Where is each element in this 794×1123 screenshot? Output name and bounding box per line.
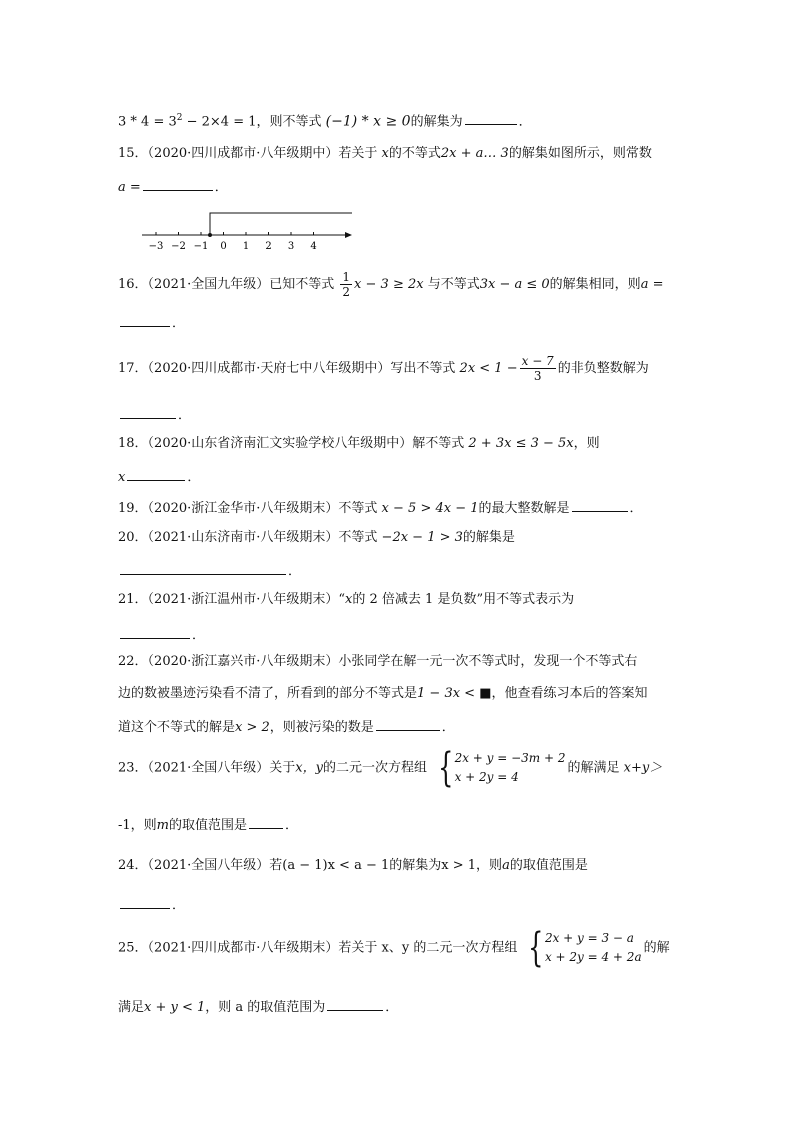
- q14-pre: 3 * 4 = 3: [118, 114, 177, 130]
- q23-mid: 的二元一次方程组: [322, 760, 427, 776]
- q23-label: 23．（2021·全国八年级）关于: [118, 760, 296, 776]
- tick-label: −1: [193, 241, 209, 252]
- tick-label: 4: [310, 241, 317, 252]
- q25-line2-pre: 满足: [118, 1000, 145, 1015]
- q17-post: 的非负整数解为: [557, 361, 649, 376]
- answer-blank[interactable]: [120, 312, 170, 327]
- left-brace-icon: {: [528, 925, 544, 971]
- question-22: [118, 652, 637, 672]
- q24-mid: 的解集为: [389, 858, 442, 873]
- q19-ineq: x − 5 > 4x − 1: [381, 501, 479, 516]
- question-24-line2: [118, 894, 185, 916]
- answer-blank[interactable]: [120, 404, 176, 419]
- question-25: [118, 925, 670, 971]
- left-brace-icon: {: [438, 745, 454, 791]
- q25-label: 25．（2021·四川成都市·八年级期末）若关于 x、y 的二元一次方程组: [118, 940, 518, 956]
- q25-eq2: x + 2y = 4 + 2a: [544, 950, 642, 964]
- question-21: [118, 590, 574, 610]
- q16-ineq1: x − 3 ≥ 2x: [354, 277, 424, 292]
- q15-post: 的解集如图所示，则常数: [508, 146, 652, 161]
- q25-post: 的解: [643, 940, 670, 956]
- question-20: [118, 528, 515, 548]
- q22-line2-post: ，他查看练习本后的答案知: [491, 686, 648, 701]
- fraction-denominator: 3: [533, 369, 542, 383]
- q18-ineq: 2 + 3x ≤ 3 − 5x: [468, 436, 574, 451]
- question-23: [118, 745, 663, 791]
- tick-label: 2: [265, 241, 272, 252]
- answer-blank[interactable]: [127, 466, 185, 481]
- q16-var: a =: [640, 277, 664, 292]
- q17-label: 17．（2020·四川成都市·天府七中八年级期中）写出不等式: [118, 361, 456, 376]
- q25-line2-ineq: x + y < 1: [144, 1000, 206, 1015]
- q19-label: 19．（2020·浙江金华市·八年级期末）不等式: [118, 501, 378, 516]
- fraction-numerator: x − 7: [521, 354, 554, 368]
- answer-blank[interactable]: [120, 624, 190, 639]
- q14-post: 的解集为: [410, 114, 463, 130]
- period: ．: [285, 818, 299, 833]
- q17-fraction: [520, 354, 556, 383]
- answer-blank[interactable]: [120, 894, 170, 909]
- q21-var: x: [345, 592, 353, 607]
- q15-line2: a =: [118, 180, 141, 195]
- q15-mid: 的不等式: [388, 146, 441, 161]
- question-22-line2: [118, 684, 648, 704]
- period: ．: [629, 501, 643, 516]
- q19-post: 的最大整数解是: [478, 501, 570, 516]
- q23-cond: x+y＞: [623, 760, 663, 776]
- q16-label: 16．（2021·全国九年级）已知不等式: [118, 277, 335, 292]
- answer-blank[interactable]: [327, 996, 383, 1011]
- period: ．: [187, 470, 201, 485]
- q14-sup: 2: [176, 113, 183, 123]
- question-18: [118, 434, 600, 454]
- q23-equation-system: [433, 745, 566, 791]
- q20-label: 20．（2021·山东济南市·八年级期末）不等式: [118, 530, 378, 545]
- tick-label: 0: [220, 241, 227, 252]
- question-16: [118, 270, 663, 299]
- q15-label: 15．（2020·四川成都市·八年级期中）若关于: [118, 146, 378, 161]
- q21-post: 的 2 倍减去 1 是负数”用不等式表示为: [352, 592, 575, 607]
- answer-blank[interactable]: [572, 497, 628, 512]
- q20-ineq: −2x − 1 > 3: [381, 530, 463, 545]
- q16-ineq2: 3x − a ≤ 0: [479, 277, 550, 292]
- q24-sol: x > 1: [441, 858, 477, 873]
- q14-mid: − 2×4 = 1，则不等式: [182, 114, 322, 130]
- period: ．: [172, 898, 186, 913]
- q16-mid: 与不等式: [423, 277, 480, 292]
- period: ．: [192, 628, 206, 643]
- period: ．: [214, 180, 228, 195]
- q23-line2-var: m: [156, 818, 169, 833]
- question-17-line2: [118, 404, 191, 426]
- q23-line2-post: 的取值范围是: [169, 818, 248, 833]
- q15-ineq: 2x + a… 3: [440, 146, 509, 161]
- q22-line2-ineq: 1 − 3x < ■: [417, 686, 492, 701]
- period: ．: [385, 1000, 399, 1015]
- q24-post: ，则: [476, 858, 503, 873]
- tick-label: −2: [171, 241, 186, 252]
- q25-eq1: 2x + y = 3 − a: [544, 931, 634, 945]
- q25-line2-post: ，则 a 的取值范围为: [205, 1000, 326, 1015]
- number-line-figure: [140, 205, 360, 255]
- q18-label: 18．（2020·山东省济南汇文实验学校八年级期中）解不等式: [118, 436, 465, 451]
- q14-tail: [118, 108, 532, 132]
- period: ．: [288, 564, 302, 579]
- q18-post: ，则: [573, 436, 600, 451]
- q14-expr: (−1) * x ≥ 0: [325, 113, 411, 130]
- period: ．: [518, 114, 532, 130]
- tick-label: −3: [148, 241, 164, 252]
- question-18-line2: [118, 466, 200, 488]
- q21-label: 21．（2021·浙江温州市·八年级期末）“: [118, 592, 346, 607]
- question-16-line2: [118, 312, 185, 334]
- q24-var: a: [502, 858, 510, 873]
- q22-line3-post: ，则被污染的数是: [269, 720, 374, 735]
- question-20-line2: [118, 560, 301, 582]
- q23-eq2: x + 2y = 4: [454, 770, 519, 784]
- q16-fraction: [340, 270, 352, 299]
- q22-line3-ineq: x > 2: [235, 720, 270, 735]
- tick-label: 1: [242, 241, 250, 252]
- period: ．: [178, 408, 192, 423]
- question-21-line2: [118, 624, 205, 646]
- question-19: [118, 497, 643, 519]
- answer-blank[interactable]: [249, 814, 283, 829]
- q15-var: x: [381, 146, 389, 161]
- q22-line2-pre: 边的数被墨迹污染看不清了，所看到的部分不等式是: [118, 686, 418, 701]
- q20-post: 的解集是: [462, 530, 515, 545]
- solution-endpoint-dot: [208, 233, 212, 237]
- q23-line2-pre: -1，则: [118, 818, 157, 833]
- question-24: [118, 856, 588, 876]
- q22-line1: 22．（2020·浙江嘉兴市·八年级期末）小张同学在解一元一次不等式时，发现一个不等式右: [118, 654, 638, 669]
- q17-ineq-pre: 2x < 1 −: [459, 361, 518, 376]
- q23-vars: x，y: [295, 760, 323, 776]
- question-15: [118, 144, 652, 164]
- answer-blank[interactable]: [120, 560, 286, 575]
- q24-ineq: (a − 1)x < a − 1: [282, 858, 390, 873]
- fraction-numerator: 1: [342, 270, 351, 284]
- q23-eq1: 2x + y = −3m + 2: [454, 751, 566, 765]
- tick-label: 3: [287, 241, 295, 252]
- q16-post: 的解集相同，则: [549, 277, 641, 292]
- question-22-line3: [118, 716, 455, 738]
- answer-blank[interactable]: [376, 716, 440, 731]
- question-23-line2: [118, 814, 298, 836]
- period: ．: [441, 720, 455, 735]
- answer-blank[interactable]: [465, 110, 517, 125]
- q23-post: 的解满足: [567, 760, 620, 776]
- q22-line3-pre: 道这个不等式的解是: [118, 720, 236, 735]
- fraction-denominator: 2: [342, 285, 351, 299]
- solution-ray: [210, 213, 352, 235]
- period: ．: [172, 316, 186, 331]
- q25-equation-system: [523, 925, 642, 971]
- answer-blank[interactable]: [143, 176, 213, 191]
- question-15-line2: [118, 176, 228, 198]
- q24-label: 24．（2021·全国八年级）若: [118, 858, 283, 873]
- axis-arrow-icon: [345, 232, 352, 238]
- q18-line2: x: [118, 470, 126, 485]
- q24-post2: 的取值范围是: [509, 858, 588, 873]
- question-25-line2: [118, 996, 398, 1018]
- question-17: [118, 354, 649, 383]
